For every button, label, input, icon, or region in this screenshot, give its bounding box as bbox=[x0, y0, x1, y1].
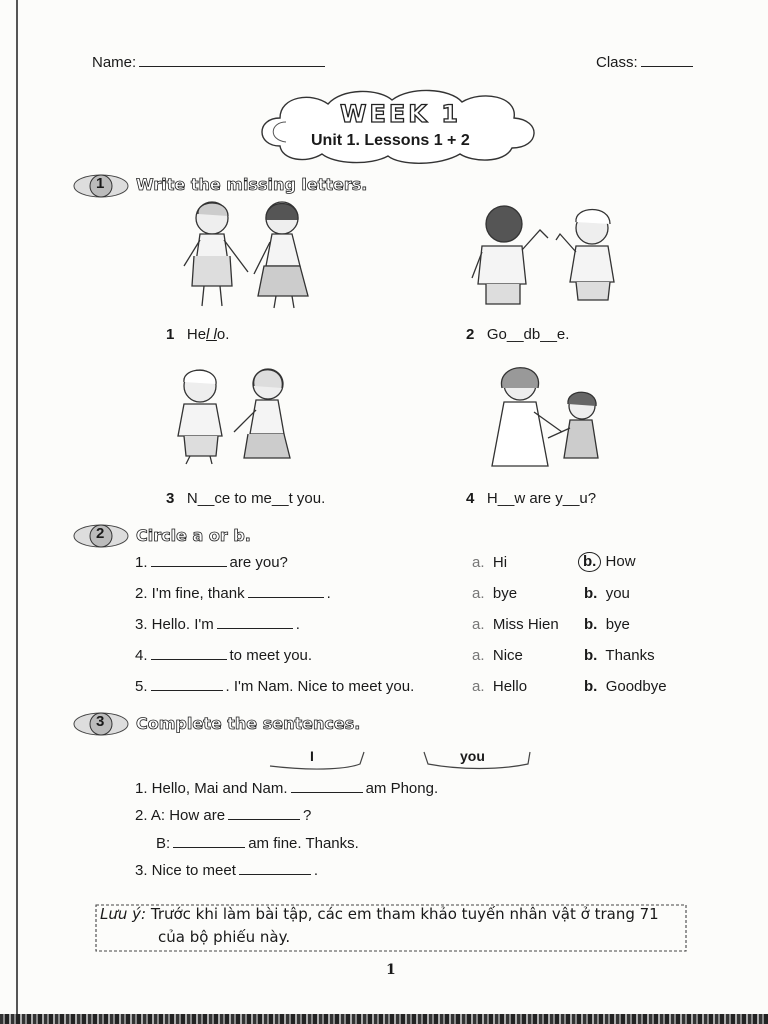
word-box-underlines bbox=[260, 740, 540, 774]
answer-blank[interactable] bbox=[151, 647, 227, 660]
answer-blank[interactable] bbox=[217, 616, 293, 629]
missing-letters-item-3: 3 N__ce to me__t you. bbox=[166, 490, 326, 507]
scan-bottom-edge bbox=[0, 1014, 768, 1024]
circle-item-4-option-b[interactable]: b. Thanks bbox=[584, 647, 655, 664]
circle-item-4-option-a[interactable]: a. Nice bbox=[472, 647, 523, 664]
section-2-instruction: Circle a or b. bbox=[136, 526, 251, 545]
circle-item-2-option-a[interactable]: a. bye bbox=[472, 585, 518, 602]
page-number: 1 bbox=[386, 962, 396, 978]
note-line-1: Lưu ý: Trước khi làm bài tập, các em tham khảo tuyến nhân vật ở trang 71 bbox=[100, 905, 659, 923]
circle-item-2-stem: 2. I'm fine, thank . bbox=[135, 585, 331, 602]
missing-letters-item-2: 2 Go__db__e. bbox=[466, 326, 570, 343]
section-1-number: 1 bbox=[96, 175, 105, 192]
circle-item-1-option-b[interactable]: b. How bbox=[578, 552, 636, 572]
word-box-word-you: you bbox=[460, 748, 485, 764]
circle-item-4-stem: 4. to meet you. bbox=[135, 647, 313, 664]
note-line-2: của bộ phiếu này. bbox=[158, 928, 291, 946]
section-3-number: 3 bbox=[96, 713, 105, 730]
answer-blank[interactable] bbox=[151, 554, 227, 567]
answer-blank[interactable] bbox=[239, 862, 311, 875]
name-label: Name: bbox=[92, 54, 328, 71]
answer-blank[interactable] bbox=[248, 585, 324, 598]
answer-blank[interactable] bbox=[151, 678, 223, 691]
answer-blank[interactable] bbox=[291, 780, 363, 793]
section-1-instruction: Write the missing letters. bbox=[136, 175, 368, 194]
circle-item-3-option-b[interactable]: b. bye bbox=[584, 616, 630, 633]
woman-child-illustration bbox=[486, 358, 616, 470]
boys-waving-illustration bbox=[464, 200, 634, 312]
complete-item-3: 3. Nice to meet . bbox=[135, 862, 319, 879]
circle-item-5-option-a[interactable]: a. Hello bbox=[472, 678, 528, 695]
missing-letters-item-1: 1 Hel lo. bbox=[166, 326, 230, 343]
complete-item-1: 1. Hello, Mai and Nam. am Phong. bbox=[135, 780, 439, 797]
page-edge-line bbox=[16, 0, 18, 1024]
circle-item-1-stem: 1. are you? bbox=[135, 554, 288, 571]
circle-item-1-option-a[interactable]: a. Hi bbox=[472, 554, 508, 571]
girls-greeting-illustration bbox=[172, 196, 322, 312]
answer-blank[interactable] bbox=[228, 807, 300, 820]
word-box-word-i: I bbox=[310, 748, 314, 764]
boy-girl-meeting-illustration bbox=[164, 360, 300, 468]
circle-item-5-stem: 5. . I'm Nam. Nice to meet you. bbox=[135, 678, 415, 695]
class-label: Class: bbox=[596, 54, 696, 71]
circle-item-3-stem: 3. Hello. I'm . bbox=[135, 616, 300, 633]
section-2-number: 2 bbox=[96, 525, 105, 542]
complete-item-2b: B: am fine. Thanks. bbox=[156, 835, 359, 852]
section-3-instruction: Complete the sentences. bbox=[136, 714, 361, 733]
week-title: WEEK 1 bbox=[340, 100, 461, 128]
answer-blank[interactable] bbox=[173, 835, 245, 848]
complete-item-2: 2. A: How are ? bbox=[135, 807, 312, 824]
missing-letters-item-4: 4 H__w are y__u? bbox=[466, 490, 597, 507]
unit-title: Unit 1. Lessons 1 + 2 bbox=[311, 132, 470, 149]
class-blank[interactable] bbox=[641, 54, 693, 67]
circle-item-5-option-b[interactable]: b. Goodbye bbox=[584, 678, 667, 695]
circle-item-2-option-b[interactable]: b. you bbox=[584, 585, 630, 602]
circle-item-3-option-a[interactable]: a. Miss Hien bbox=[472, 616, 559, 633]
name-blank[interactable] bbox=[139, 54, 325, 67]
